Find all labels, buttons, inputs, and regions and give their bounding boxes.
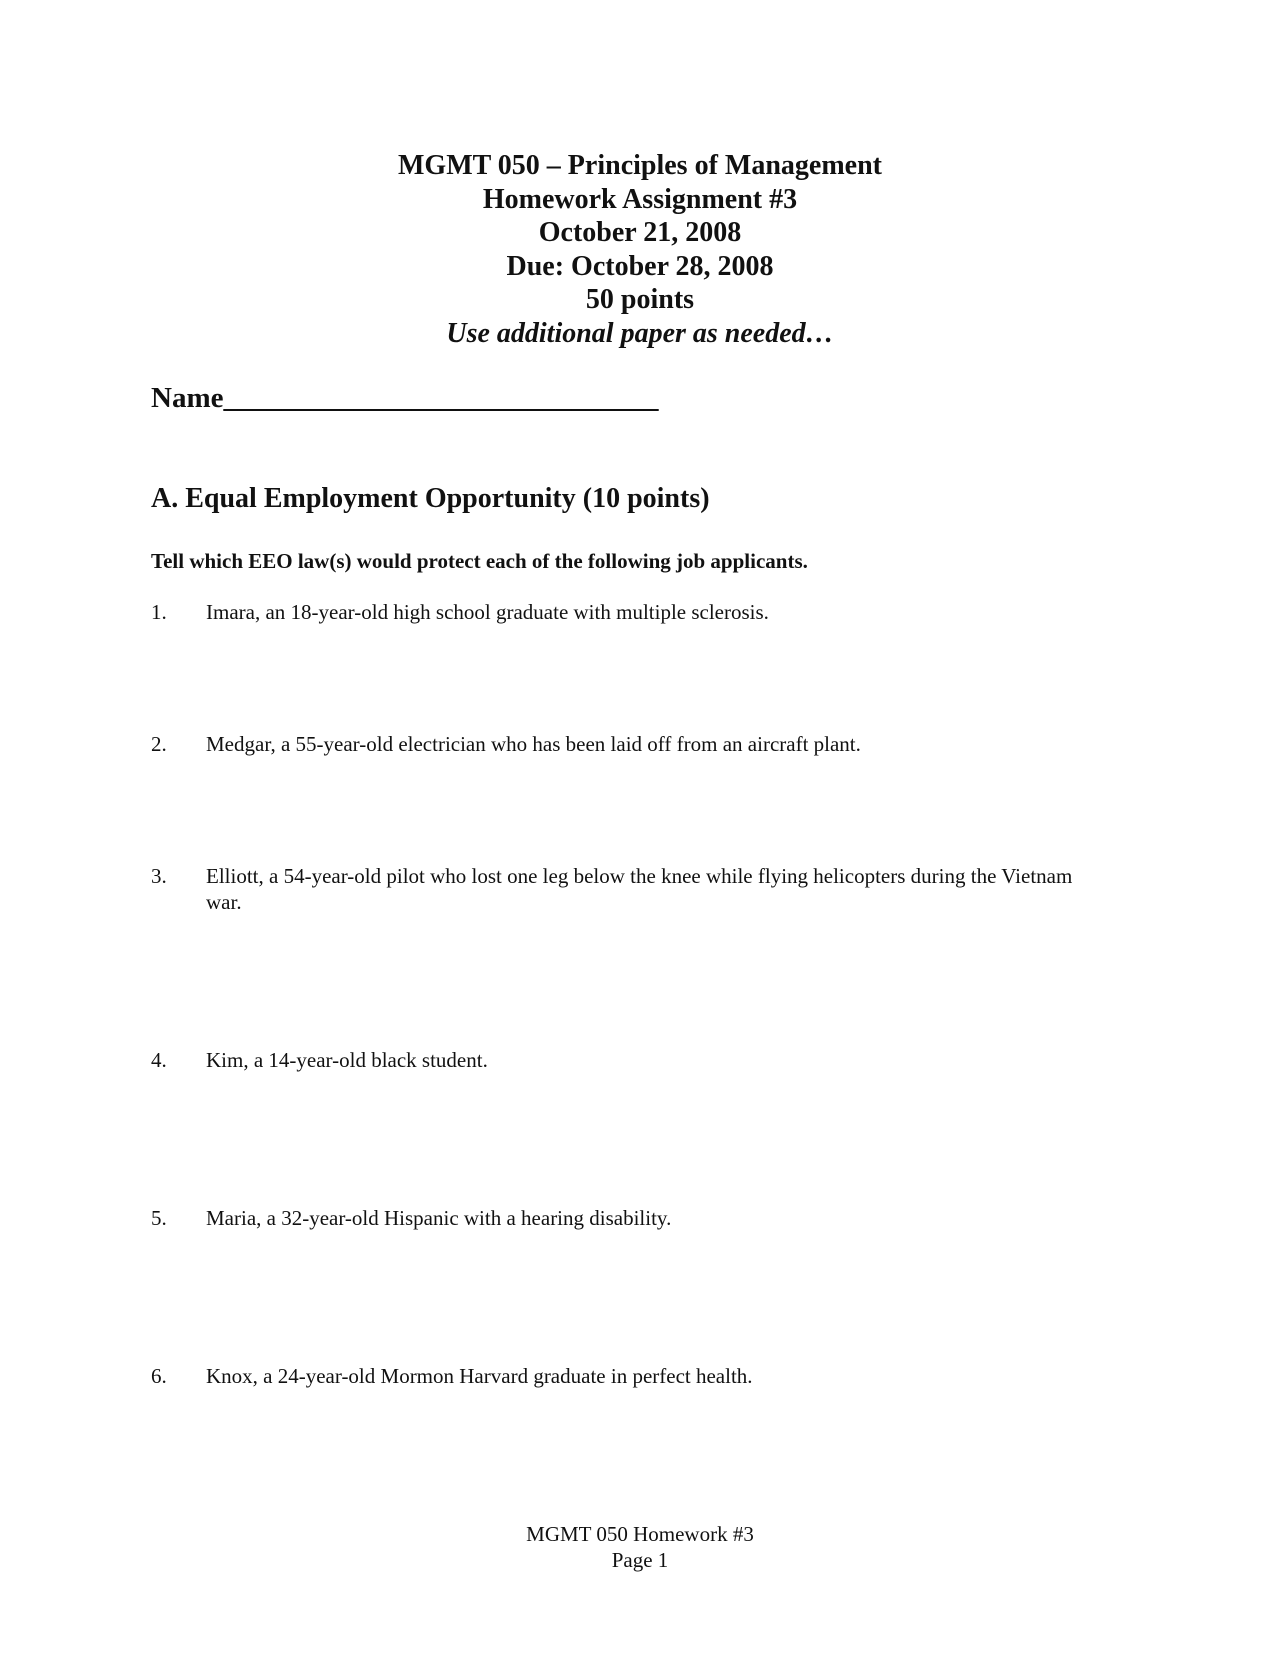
question-text: Knox, a 24-year-old Mormon Harvard graduate in perfect health. [206, 1364, 753, 1388]
assignment-date: October 21, 2008 [538, 217, 742, 248]
assignment-title: Homework Assignment #3 [482, 183, 798, 215]
page-number: Page 1 [611, 1548, 669, 1572]
document-header [0, 149, 1280, 350]
question-number: 2. [151, 732, 167, 756]
name-field [151, 381, 658, 415]
question-text: Elliott, a 54-year-old pilot who lost one leg below the knee while flying helicopters during the Vietnam war. [206, 864, 1073, 914]
question-number: 5. [151, 1206, 167, 1230]
course-title: MGMT 050 – Principles of Management [398, 150, 882, 181]
question-text: Maria, a 32-year-old Hispanic with a hearing disability. [206, 1206, 672, 1230]
question-text: Imara, an 18-year-old high school graduate with multiple sclerosis. [206, 600, 769, 624]
section-a-title: A. Equal Employment Opportunity (10 points) [151, 483, 710, 514]
question-number: 3. [151, 864, 167, 888]
question-text: Medgar, a 55-year-old electrician who has been laid off from an aircraft plant. [206, 732, 861, 756]
points-total: 50 points [585, 284, 695, 315]
footer-title: MGMT 050 Homework #3 [526, 1522, 754, 1546]
question-number: 4. [151, 1048, 167, 1072]
name-blank: ______________________________ [223, 382, 659, 414]
question-number: 1. [151, 600, 167, 624]
name-label: Name [151, 382, 224, 414]
question-text: Kim, a 14-year-old black student. [206, 1048, 488, 1072]
section-a-instruction: Tell which EEO law(s) would protect each of the following job applicants. [151, 549, 808, 573]
question-number: 6. [151, 1364, 167, 1388]
page-footer [0, 1521, 1280, 1573]
due-date: Due: October 28, 2008 [506, 250, 774, 282]
paper-note: Use additional paper as needed… [446, 317, 834, 349]
